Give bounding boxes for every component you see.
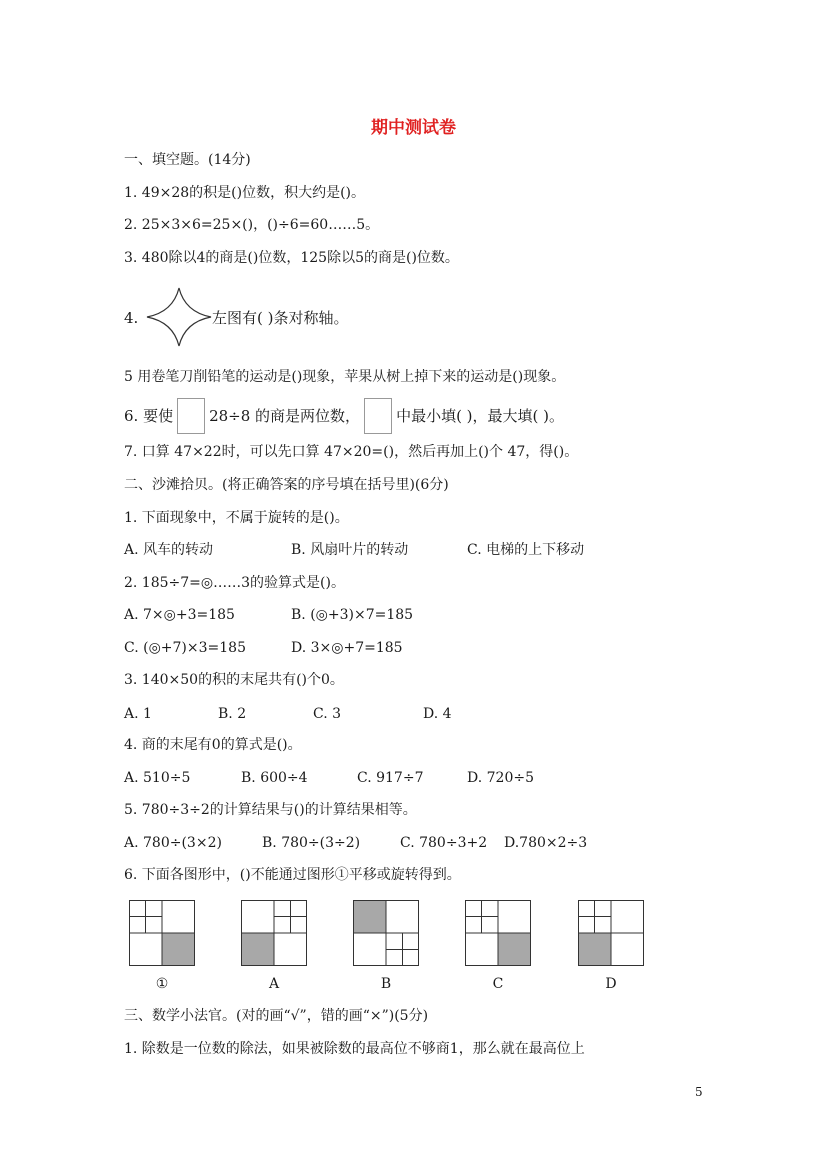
- question-1-5: 5 用卷笔刀削铅笔的运动是()现象，苹果从树上掉下来的运动是()现象。: [124, 369, 566, 385]
- question-2-5: 5. 780÷3÷2的计算结果与()的计算结果相等。: [124, 802, 417, 818]
- page-number: 5: [695, 1085, 703, 1099]
- option-a: A. 780÷(3×2): [124, 835, 222, 851]
- option-a: A. 510÷5: [124, 770, 191, 786]
- section2-heading: 二、沙滩拾贝。(将正确答案的序号填在括号里)(6分): [124, 477, 449, 493]
- option-c: C. (◎+7)×3=185: [124, 640, 246, 656]
- question-1-4-text: 左图有( )条对称轴。: [212, 309, 349, 327]
- question-1-1: 1. 49×28的积是()位数，积大约是()。: [124, 185, 366, 201]
- question-1-6-part-a: 6. 要使: [124, 407, 174, 425]
- figure-option-d: [578, 900, 644, 966]
- figure-original: [129, 900, 195, 966]
- question-2-4: 4. 商的末尾有0的算式是()。: [124, 737, 302, 753]
- figure-label: ①: [155, 976, 169, 992]
- option-d: D. 720÷5: [467, 770, 534, 786]
- question-2-3: 3. 140×50的积的末尾共有()个0。: [124, 672, 344, 688]
- figure-label: A: [268, 976, 280, 992]
- figure-label: D: [605, 976, 617, 992]
- question-1-6-part-b: 28÷8 的商是两位数，: [209, 407, 361, 425]
- answer-box: [177, 398, 205, 434]
- page-title: 期中测试卷: [371, 118, 456, 138]
- figure-option-c: [465, 900, 531, 966]
- option-d: D. 4: [423, 706, 452, 722]
- question-1-2: 2. 25×3×6=25×()，()÷6=60……5。: [124, 217, 380, 233]
- option-b: B. 风扇叶片的转动: [291, 542, 409, 558]
- question-2-6: 6. 下面各图形中，()不能通过图形①平移或旋转得到。: [124, 867, 461, 883]
- option-c: C. 电梯的上下移动: [467, 542, 585, 558]
- question-3-1: 1. 除数是一位数的除法，如果被除数的最高位不够商1，那么就在最高位上: [124, 1041, 585, 1057]
- option-c: C. 3: [313, 706, 342, 722]
- section3-heading: 三、数学小法官。(对的画“√”，错的画“×”)(5分): [124, 1008, 429, 1024]
- diamond-shape-figure: [145, 286, 213, 348]
- question-1-6: [124, 398, 564, 434]
- figure-label: B: [380, 976, 392, 992]
- option-d: D. 3×◎+7=185: [291, 640, 403, 656]
- question-2-1: 1. 下面现象中，不属于旋转的是()。: [124, 510, 349, 526]
- option-d: D.780×2÷3: [504, 835, 588, 851]
- figure-option-a: [241, 900, 307, 966]
- figure-option-b: [353, 900, 419, 966]
- answer-box: [364, 398, 392, 434]
- question-1-4-number: 4.: [124, 309, 139, 327]
- question-1-6-part-c: 中最小填( )，最大填( )。: [396, 407, 565, 425]
- option-c: C. 780÷3+2: [400, 835, 488, 851]
- option-c: C. 917÷7: [357, 770, 424, 786]
- figure-label: C: [492, 976, 504, 992]
- question-1-3: 3. 480除以4的商是()位数，125除以5的商是()位数。: [124, 250, 459, 266]
- option-b: B. 780÷(3÷2): [262, 835, 361, 851]
- option-a: A. 7×◎+3=185: [124, 607, 235, 623]
- option-b: B. 600÷4: [241, 770, 308, 786]
- section1-heading: 一、填空题。(14分): [124, 152, 251, 168]
- option-a: A. 1: [124, 706, 152, 722]
- option-b: B. (◎+3)×7=185: [291, 607, 414, 623]
- option-a: A. 风车的转动: [124, 542, 214, 558]
- question-2-2: 2. 185÷7=◎……3的验算式是()。: [124, 575, 345, 591]
- option-b: B. 2: [218, 706, 247, 722]
- question-1-7: 7. 口算 47×22时，可以先口算 47×20=()，然后再加上()个 47，得()。: [124, 444, 579, 460]
